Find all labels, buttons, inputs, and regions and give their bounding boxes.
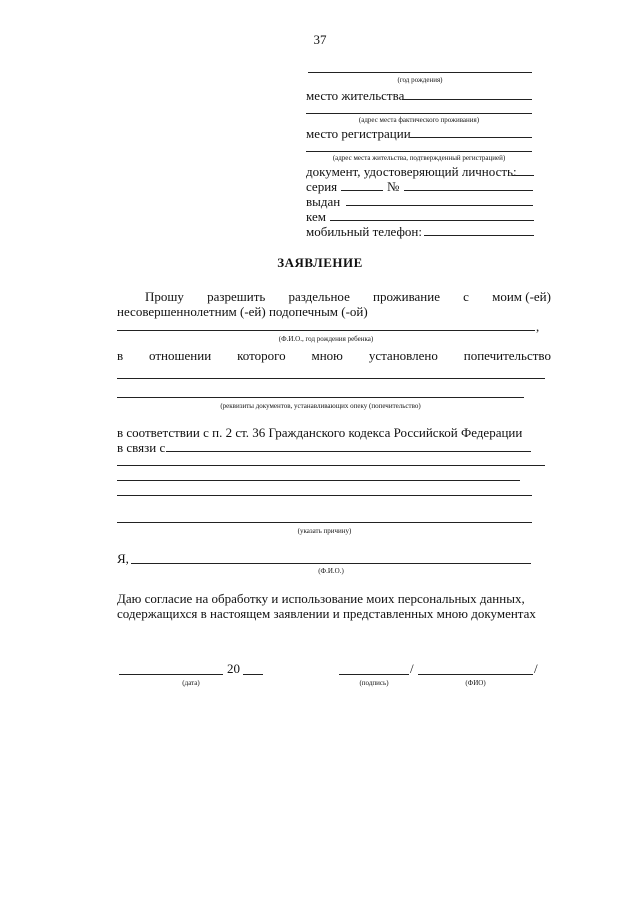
mobile-line[interactable]: [424, 235, 534, 236]
id-document-label: документ, удостоверяющий личность:: [306, 164, 517, 179]
actual-address-caption: (адрес места фактического проживания): [358, 116, 480, 124]
request-word: Прошу: [145, 289, 184, 304]
issued-label: выдан: [306, 194, 341, 209]
consent-line-1: Даю согласие на обработку и использование моих персональных данных,: [117, 591, 525, 606]
year-line[interactable]: [243, 674, 263, 675]
due-to-label: в связи с: [117, 440, 166, 455]
request-word: раздельное: [288, 289, 350, 304]
number-label: №: [387, 179, 400, 194]
id-document-line[interactable]: [512, 175, 534, 176]
mobile-label: мобильный телефон:: [306, 224, 422, 239]
reason-line-2[interactable]: [117, 465, 545, 466]
reason-line-5[interactable]: [117, 522, 532, 523]
by-whom-line[interactable]: [330, 220, 534, 221]
reason-line-4[interactable]: [117, 495, 532, 496]
registration-line[interactable]: [410, 137, 532, 138]
year-prefix: 20: [227, 661, 240, 676]
slash-2: /: [534, 661, 538, 676]
residence-label: место жительства: [306, 88, 405, 103]
reason-caption: (указать причину): [297, 527, 352, 535]
fio-line[interactable]: [418, 674, 533, 675]
residence-line-2[interactable]: [306, 113, 532, 114]
documents-caption: (реквизиты документов, устанавливающих опеку (попечительство): [220, 402, 421, 410]
request-word: моим (-ей): [492, 289, 551, 304]
registered-address-caption: (адрес места жительства, подтвержденный регистрацией): [332, 154, 506, 162]
article-line: в соответствии с п. 2 ст. 36 Гражданского кодекса Российской Федерации: [117, 425, 523, 440]
registration-line-2[interactable]: [306, 151, 532, 152]
residence-line[interactable]: [402, 99, 532, 100]
by-whom-label: кем: [306, 209, 326, 224]
reason-line-3[interactable]: [117, 480, 520, 481]
documents-line-2[interactable]: [117, 397, 524, 398]
series-label: серия: [306, 179, 338, 194]
child-line[interactable]: [117, 330, 535, 331]
guardianship-word: мною: [311, 348, 343, 363]
number-line[interactable]: [404, 190, 533, 191]
request-line-2: несовершеннолетним (-ей) подопечным (-ой): [117, 304, 368, 319]
child-caption: (Ф.И.О., год рождения ребенка): [278, 335, 374, 343]
fio-caption: (ФИО): [465, 679, 486, 687]
statement-title: ЗАЯВЛЕНИЕ: [277, 255, 363, 270]
registration-label: место регистрации: [306, 126, 411, 141]
guardianship-word: которого: [237, 348, 286, 363]
birth-year-caption: (год рождения): [397, 76, 443, 84]
documents-line-1[interactable]: [117, 378, 545, 379]
signature-caption: (подпись): [359, 679, 389, 687]
guardianship-word: попечительство: [463, 348, 551, 363]
i-label: Я,: [117, 551, 129, 566]
request-word: разрешить: [207, 289, 266, 304]
guardianship-line: [117, 348, 551, 363]
applicant-fio-line[interactable]: [131, 563, 531, 564]
signature-line[interactable]: [339, 674, 409, 675]
date-line[interactable]: [119, 674, 223, 675]
request-word: проживание: [373, 289, 440, 304]
child-comma: ,: [536, 319, 540, 334]
birth-year-line[interactable]: [308, 72, 532, 73]
guardianship-word: отношении: [149, 348, 212, 363]
page-number: 37: [313, 32, 327, 47]
applicant-fio-caption: (Ф.И.О.): [318, 567, 344, 575]
request-line-1: [145, 289, 551, 304]
guardianship-word: установлено: [368, 348, 438, 363]
consent-line-2: содержащихся в настоящем заявлении и представленных мною документах: [117, 606, 536, 621]
issued-line[interactable]: [346, 205, 533, 206]
reason-line-1[interactable]: [166, 451, 531, 452]
series-line[interactable]: [341, 190, 383, 191]
request-word: с: [463, 289, 469, 304]
slash-1: /: [410, 661, 414, 676]
guardianship-word: в: [117, 348, 124, 363]
date-caption: (дата): [182, 679, 200, 687]
